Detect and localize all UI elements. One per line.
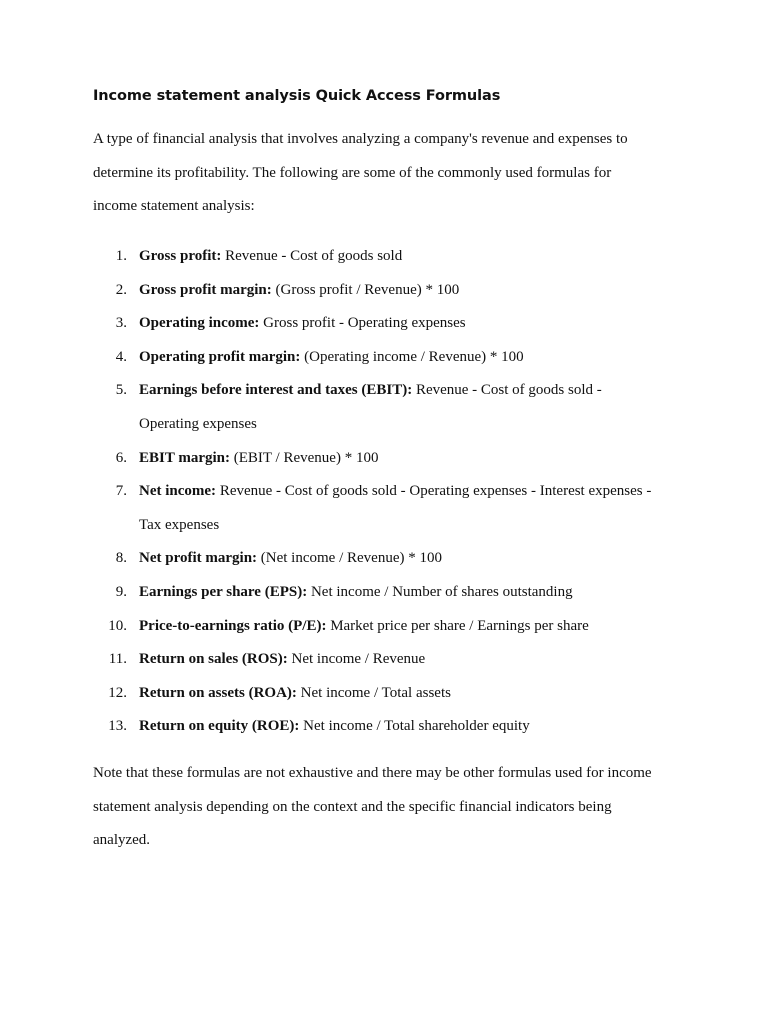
formula-item <box>93 643 713 677</box>
formula-list <box>93 240 713 744</box>
formula-text: Revenue - Cost of goods sold <box>225 248 403 264</box>
formula-number: 8. <box>115 550 127 567</box>
document-title: Income statement analysis Quick Access Formulas <box>93 88 501 104</box>
formula-number: 5. <box>115 382 127 399</box>
formula-text: (Net income / Revenue) * 100 <box>260 550 442 567</box>
formula-text: Revenue - Cost of goods sold - <box>415 382 602 399</box>
formula-item <box>93 442 713 476</box>
formula-label: Return on assets (ROA): <box>139 684 297 701</box>
formula-label: Operating income: <box>139 315 260 332</box>
formula-item <box>93 542 713 576</box>
formula-text: (Operating income / Revenue) * 100 <box>304 348 524 365</box>
formula-number: 2. <box>115 281 127 298</box>
formula-label: Operating profit margin: <box>139 348 301 365</box>
formula-text: (Gross profit / Revenue) * 100 <box>275 281 460 298</box>
formula-text: (EBIT / Revenue) * 100 <box>233 449 379 466</box>
formula-number: 12. <box>108 684 127 701</box>
formula-item <box>93 710 713 744</box>
formula-item <box>93 240 713 274</box>
formula-continuation: Operating expenses <box>139 415 257 432</box>
formula-item <box>93 307 713 341</box>
formula-label: EBIT margin: <box>139 449 230 466</box>
formula-number: 11. <box>108 651 127 668</box>
formula-number: 4. <box>115 348 127 365</box>
formula-number: 3. <box>115 315 127 332</box>
formula-label: Gross profit: <box>139 248 222 264</box>
formula-item <box>93 341 713 375</box>
formula-item <box>93 576 713 610</box>
formula-number: 1. <box>115 248 127 264</box>
formula-text: Revenue - Cost of goods sold - Operating expenses - Interest expenses - <box>219 483 652 500</box>
formula-item <box>93 677 713 711</box>
formula-text: Net income / Total shareholder equity <box>303 718 530 735</box>
intro-line: determine its profitability. The following are some of the commonly used formulas for <box>93 164 612 181</box>
intro-paragraph <box>93 123 693 224</box>
formula-item <box>93 610 713 644</box>
formula-label: Earnings per share (EPS): <box>139 583 308 600</box>
formula-number: 13. <box>108 718 127 735</box>
formula-number: 7. <box>115 483 127 500</box>
formula-label: Earnings before interest and taxes (EBIT): <box>139 382 413 399</box>
intro-line: income statement analysis: <box>93 198 255 214</box>
note-line: Note that these formulas are not exhaustive and there may be other formulas used for income <box>93 765 652 781</box>
formula-label: Gross profit margin: <box>139 281 272 298</box>
formula-number: 10. <box>108 617 127 634</box>
formula-text: Net income / Revenue <box>291 651 426 668</box>
formula-label: Net profit margin: <box>139 550 258 567</box>
formula-label: Price-to-earnings ratio (P/E): <box>139 617 327 634</box>
formula-continuation: Tax expenses <box>139 516 220 533</box>
note-line: statement analysis depending on the context and the specific financial indicators being <box>93 798 612 815</box>
formula-text: Market price per share / Earnings per share <box>330 617 589 634</box>
formula-item <box>93 374 713 441</box>
formula-label: Return on sales (ROS): <box>139 651 288 668</box>
formula-text: Net income / Number of shares outstanding <box>310 583 573 600</box>
intro-line: A type of financial analysis that involves analyzing a company's revenue and expenses to <box>93 131 628 147</box>
formula-number: 6. <box>115 449 127 466</box>
formula-text: Net income / Total assets <box>300 684 451 701</box>
note-paragraph <box>93 757 713 858</box>
formula-number: 9. <box>115 583 127 600</box>
formula-text: Gross profit - Operating expenses <box>263 315 466 332</box>
formula-label: Return on equity (ROE): <box>139 718 300 735</box>
formula-item <box>93 475 713 542</box>
note-line: analyzed. <box>93 832 151 848</box>
formula-item <box>93 274 713 308</box>
formula-label: Net income: <box>139 483 217 500</box>
